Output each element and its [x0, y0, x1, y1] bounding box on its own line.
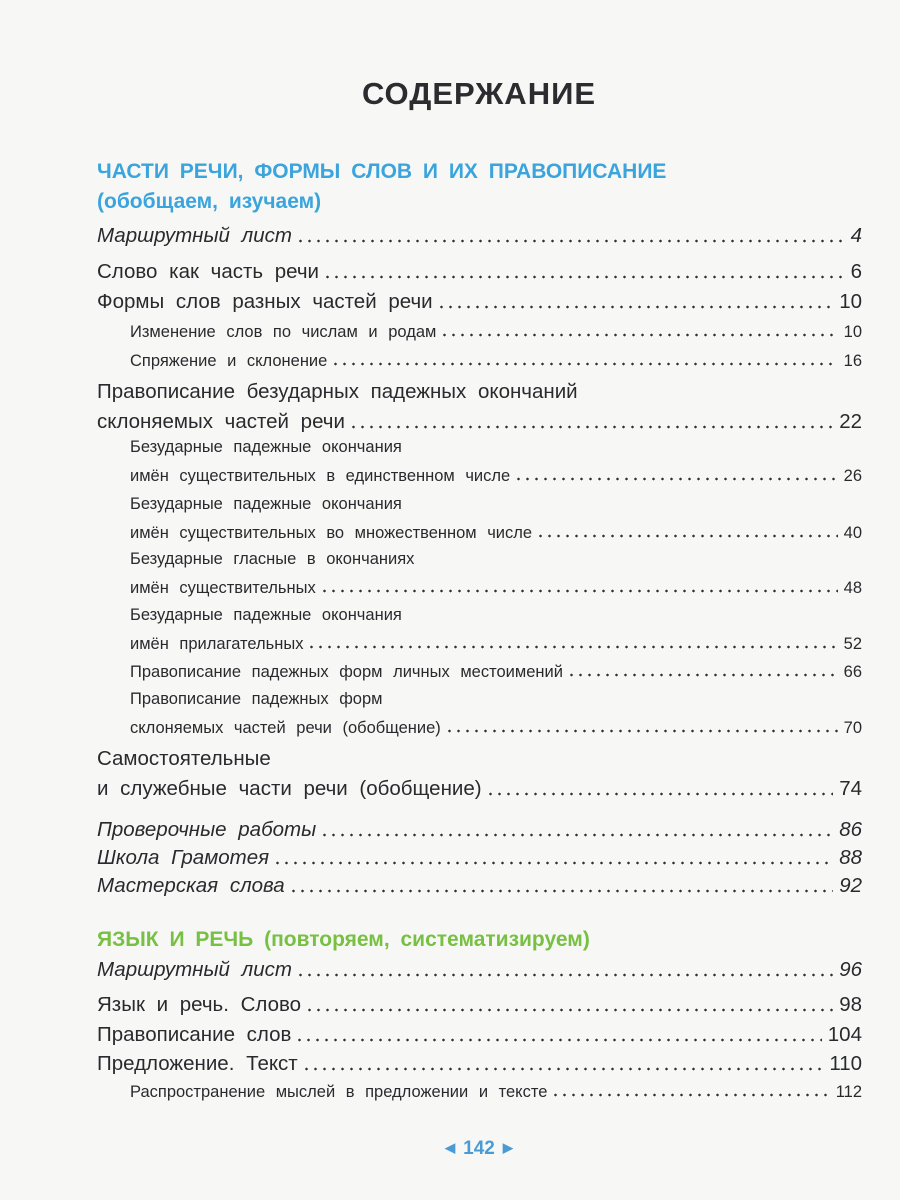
dot-leader	[295, 1038, 821, 1042]
toc-entry[interactable]	[97, 846, 862, 870]
toc-entry-page: 22	[839, 410, 862, 433]
toc-entry-page: 86	[839, 818, 862, 841]
toc-entry-title: Маршрутный лист	[97, 958, 292, 981]
toc-entry-page: 70	[843, 719, 862, 737]
dot-leader	[302, 1067, 824, 1071]
toc-entry-page: 4	[850, 224, 862, 247]
toc-entry[interactable]	[130, 1082, 862, 1102]
toc-entry-title: имён существительных в единственном числе	[130, 467, 511, 485]
dot-leader	[514, 477, 837, 481]
toc-entry-title: Изменение слов по числам и родам	[130, 323, 437, 341]
toc-entry[interactable]	[97, 1023, 862, 1047]
triangle-left-icon: ◀	[445, 1140, 456, 1155]
toc-entry-page: 112	[835, 1083, 862, 1101]
section-2-heading-title: ЯЗЫК И РЕЧЬ	[97, 928, 254, 951]
toc-entry-page: 110	[829, 1052, 862, 1075]
toc-entry-title: Предложение. Текст	[97, 1052, 298, 1075]
dot-leader	[320, 589, 838, 593]
dot-leader	[273, 861, 833, 865]
toc-entry-title: склоняемых частей речи (обобщение)	[130, 719, 441, 737]
toc-entry-first-line: Безударные гласные в окончаниях	[130, 550, 415, 568]
section-1-subheading: (обобщаем, изучаем)	[97, 190, 322, 213]
toc-entry[interactable]	[97, 410, 862, 434]
page-footer	[0, 1138, 900, 1160]
dot-leader	[305, 1008, 833, 1012]
toc-entry-page: 88	[839, 846, 862, 869]
toc-entry-page: 48	[843, 579, 862, 597]
toc-entry-page: 74	[839, 777, 862, 800]
toc-entry-title: и служебные части речи (обобщение)	[97, 777, 482, 800]
toc-entry-title: Правописание падежных форм личных местоимений	[130, 663, 563, 681]
toc-entry-title: имён существительных во множественном числе	[130, 524, 533, 542]
toc-entry-title: Формы слов разных частей речи	[97, 290, 433, 313]
toc-entry-title: Маршрутный лист	[97, 224, 292, 247]
triangle-right-icon: ▶	[502, 1140, 513, 1155]
toc-entry[interactable]	[97, 290, 862, 314]
dot-leader	[320, 833, 833, 837]
toc-entry-page: 104	[827, 1023, 862, 1046]
toc-entry-first-line: Безударные падежные окончания	[130, 495, 402, 513]
toc-entry-title: имён прилагательных	[130, 635, 304, 653]
toc-entry-title: имён существительных	[130, 579, 316, 597]
toc-entry[interactable]	[97, 958, 862, 982]
toc-entry[interactable]	[97, 224, 862, 248]
toc-entry[interactable]	[97, 818, 862, 842]
dot-leader	[551, 1093, 829, 1097]
toc-entry[interactable]	[130, 523, 862, 543]
toc-entry[interactable]	[97, 874, 862, 898]
toc-entry[interactable]	[130, 351, 862, 371]
toc-entry-title: Распространение мыслей в предложении и тексте	[130, 1083, 548, 1101]
toc-entry[interactable]	[97, 993, 862, 1017]
toc-entry[interactable]	[97, 777, 862, 801]
toc-entry-first-line: Самостоятельные	[97, 747, 271, 770]
toc-entry-title: Школа Грамотея	[97, 846, 270, 869]
toc-entry-first-line: Безударные падежные окончания	[130, 438, 402, 456]
toc-entry-page: 10	[843, 323, 862, 341]
toc-entry-page: 52	[843, 635, 862, 653]
toc-entry-title: Правописание слов	[97, 1023, 292, 1046]
toc-entry[interactable]	[130, 466, 862, 486]
toc-entry-title: Спряжение и склонение	[130, 352, 328, 370]
toc-entry-first-line: Безударные падежные окончания	[130, 606, 402, 624]
toc-entry-page: 98	[839, 993, 862, 1016]
toc-entry-first-line: Правописание безударных падежных окончаний	[97, 380, 578, 403]
toc-entry-page: 26	[843, 467, 862, 485]
toc-entry[interactable]	[97, 1052, 862, 1076]
toc-entry-page: 16	[843, 352, 862, 370]
toc-entry-first-line: Правописание падежных форм	[130, 690, 383, 708]
dot-leader	[486, 792, 834, 796]
dot-leader	[289, 889, 834, 893]
toc-entry-page: 96	[839, 958, 862, 981]
dot-leader	[440, 333, 837, 337]
toc-entry[interactable]	[130, 718, 862, 738]
toc-entry[interactable]	[130, 578, 862, 598]
section-2-heading	[97, 928, 590, 952]
toc-entry-title: Проверочные работы	[97, 818, 317, 841]
toc-entry-page: 6	[850, 260, 862, 283]
dot-leader	[445, 729, 838, 733]
toc-entry[interactable]	[130, 322, 862, 342]
dot-leader	[437, 305, 834, 309]
dot-leader	[307, 645, 837, 649]
toc-entry-page: 40	[843, 524, 862, 542]
toc-entry-title: Слово как часть речи	[97, 260, 319, 283]
dot-leader	[296, 973, 833, 977]
section-1-heading: ЧАСТИ РЕЧИ, ФОРМЫ СЛОВ И ИХ ПРАВОПИСАНИЕ	[97, 160, 667, 183]
dot-leader	[536, 534, 838, 538]
toc-entry-page: 66	[843, 663, 862, 681]
dot-leader	[567, 673, 838, 677]
dot-leader	[296, 239, 845, 243]
toc-entry-page: 10	[839, 290, 862, 313]
dot-leader	[331, 362, 837, 366]
toc-entry[interactable]	[130, 634, 862, 654]
page-number: 142	[463, 1138, 495, 1159]
page-title: СОДЕРЖАНИЕ	[361, 76, 597, 111]
section-2-heading-note: (повторяем, систематизируем)	[264, 928, 590, 951]
dot-leader	[323, 275, 845, 279]
toc-entry-page: 92	[839, 874, 862, 897]
toc-entry-title: склоняемых частей речи	[97, 410, 345, 433]
toc-entry[interactable]	[97, 260, 862, 284]
toc-entry-title: Язык и речь. Слово	[97, 993, 302, 1016]
toc-entry[interactable]	[130, 662, 862, 682]
dot-leader	[349, 425, 833, 429]
toc-entry-title: Мастерская слова	[97, 874, 285, 897]
